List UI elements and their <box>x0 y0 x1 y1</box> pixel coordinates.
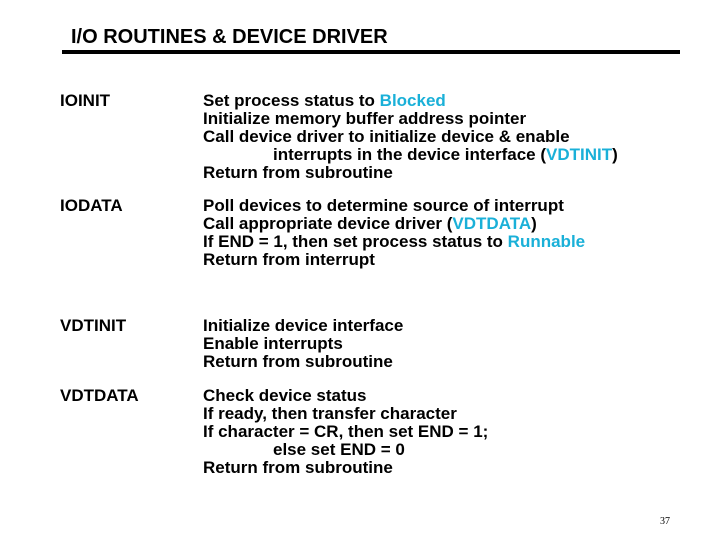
description-line: If END = 1, then set process status to Runnable <box>203 232 586 251</box>
description-line: Initialize device interface <box>203 316 404 335</box>
status-runnable: Runnable <box>507 232 586 251</box>
description-line: interrupts in the device interface (VDTINIT) <box>273 145 618 164</box>
routine-description-iodata <box>203 197 585 269</box>
description-line: Enable interrupts <box>203 334 343 353</box>
routine-description-vdtinit <box>203 317 403 371</box>
page-number: 37 <box>660 516 670 527</box>
description-line: Initialize memory buffer address pointer <box>203 109 527 128</box>
title-underline <box>62 50 680 54</box>
status-blocked: Blocked <box>379 91 446 110</box>
routine-name-vdtinit: VDTINIT <box>60 316 127 335</box>
routine-name-iodata: IODATA <box>60 196 123 215</box>
routine-ref-vdtinit: VDTINIT <box>546 145 613 164</box>
description-line: If ready, then transfer character <box>203 404 457 423</box>
description-line: Return from subroutine <box>203 458 393 477</box>
description-line: else set END = 0 <box>273 440 405 459</box>
description-line: Return from interrupt <box>203 250 375 269</box>
routine-ref-vdtdata: VDTDATA <box>452 214 532 233</box>
description-line: Return from subroutine <box>203 352 393 371</box>
routine-description-vdtdata <box>203 387 488 477</box>
routine-name-vdtdata: VDTDATA <box>60 386 139 405</box>
routine-name-ioinit: IOINIT <box>60 91 111 110</box>
routine-description-ioinit <box>203 92 618 182</box>
description-line: Set process status to Blocked <box>203 91 446 110</box>
description-line: Check device status <box>203 386 367 405</box>
slide-title: I/O ROUTINES & DEVICE DRIVER <box>71 26 388 48</box>
description-line: Poll devices to determine source of interrupt <box>203 196 564 215</box>
description-line: Call appropriate device driver (VDTDATA) <box>203 214 537 233</box>
description-line: Return from subroutine <box>203 163 393 182</box>
description-line: Call device driver to initialize device & enable <box>203 127 570 146</box>
description-line: If character = CR, then set END = 1; <box>203 422 489 441</box>
